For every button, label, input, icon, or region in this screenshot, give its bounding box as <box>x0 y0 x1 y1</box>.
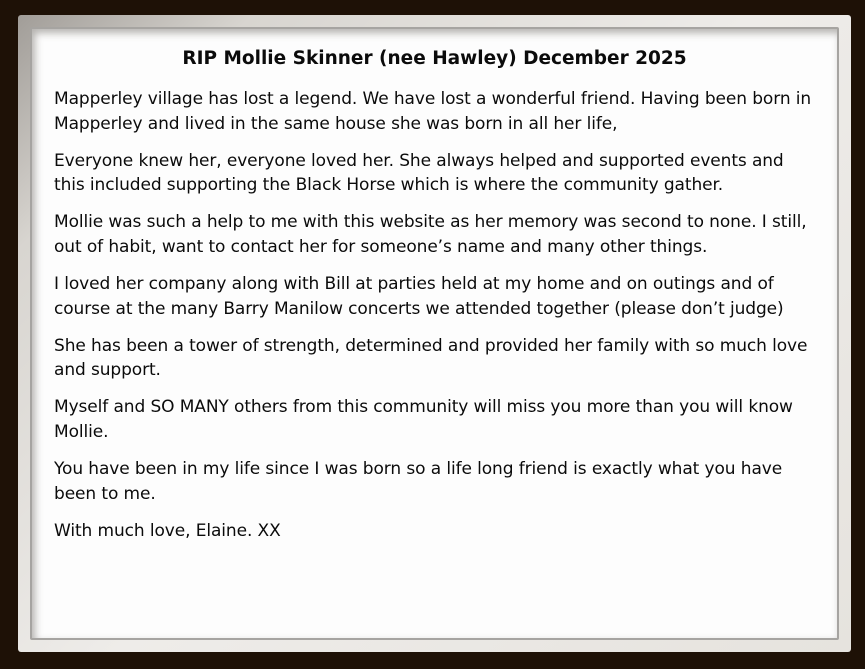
memorial-paragraph-3: Mollie was such a help to me with this website as her memory was second to none. I still, out of habit, want to contact her for someone’s name and many other things. <box>54 212 807 257</box>
memorial-paragraph-signature: With much love, Elaine. XX <box>54 520 281 541</box>
frame-mat <box>18 15 851 652</box>
memorial-paragraph-5: She has been a tower of strength, determined and provided her family with so much love and support. <box>54 335 808 381</box>
memorial-paragraph-2: Everyone knew her, everyone loved her. She always helped and supported events and this included supporting the Black Horse which is where the community gather. <box>54 150 784 196</box>
memorial-paragraph-1: Mapperley village has lost a legend. We have lost a wonderful friend. Having been born in Mapperley and lived in the same house she was born in all her life, <box>54 89 812 134</box>
page-title: RIP Mollie Skinner (nee Hawley) December 2025 <box>182 48 687 69</box>
memorial-paragraph-6: Myself and SO MANY others from this community will miss you more than you will know Mollie. <box>54 397 793 443</box>
memorial-document <box>30 27 839 640</box>
memorial-paragraph-7: You have been in my life since I was born so a life long friend is exactly what you have been to me. <box>54 459 783 504</box>
memorial-paragraph-4: I loved her company along with Bill at parties held at my home and on outings and of course at the many Barry Manilow concerts we attended together (please don’t judge) <box>54 274 784 319</box>
